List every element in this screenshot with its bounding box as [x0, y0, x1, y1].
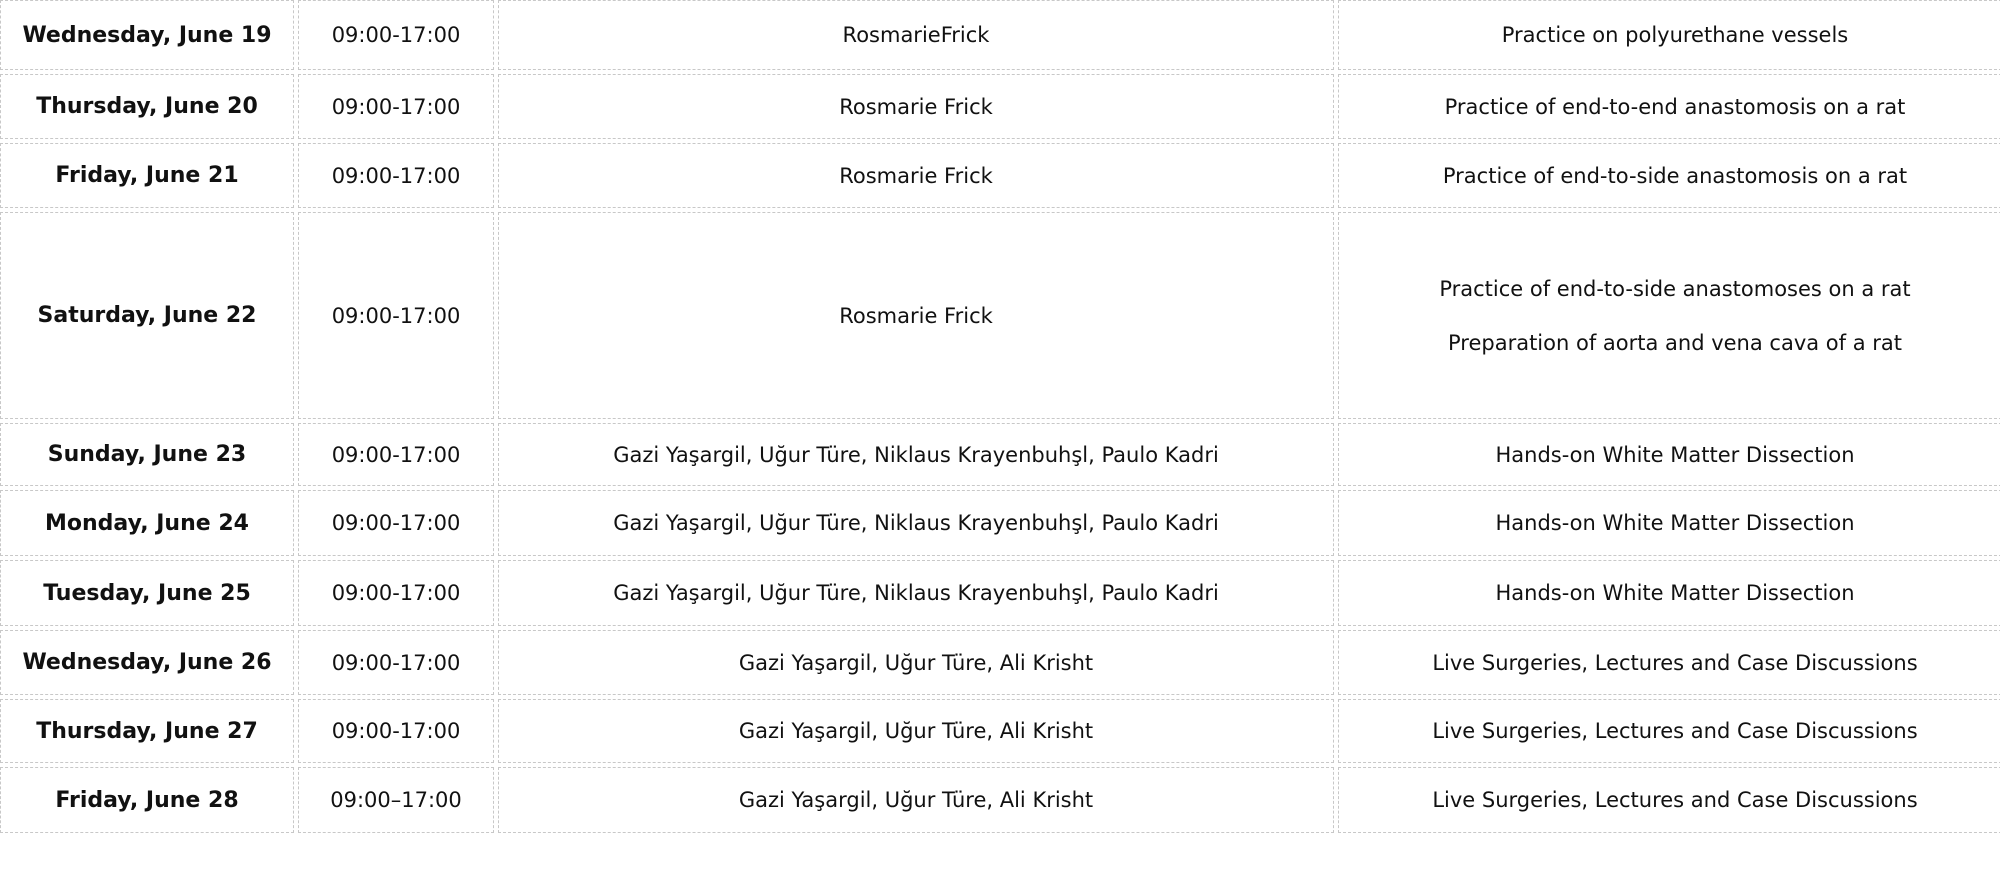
topic-line: Practice of end-to-side anastomosis on a rat: [1442, 163, 1908, 188]
topic-cell: [1338, 630, 2000, 695]
day-cell: Thursday, June 27: [0, 699, 294, 763]
topic-cell: [1338, 699, 2000, 763]
day-cell: Wednesday, June 19: [0, 0, 294, 70]
topic-cell: [1338, 767, 2000, 833]
time-cell: 09:00-17:00: [298, 143, 494, 208]
instructors-cell: RosmarieFrick: [498, 0, 1334, 70]
instructors-cell: Gazi Yaşargil, Uğur Türe, Ali Krisht: [498, 767, 1334, 833]
day-cell: Thursday, June 20: [0, 74, 294, 139]
topic-line: Practice of end-to-side anastomoses on a rat: [1439, 276, 1911, 301]
time-cell: 09:00-17:00: [298, 490, 494, 556]
instructors-cell: Gazi Yaşargil, Uğur Türe, Ali Krisht: [498, 699, 1334, 763]
time-cell: 09:00-17:00: [298, 699, 494, 763]
topic-line: Hands-on White Matter Dissection: [1495, 442, 1855, 467]
table-row: [0, 212, 2000, 419]
table-row: [0, 74, 2000, 139]
table-row: [0, 423, 2000, 486]
instructors-cell: Gazi Yaşargil, Uğur Türe, Niklaus Krayenbuhşl, Paulo Kadri: [498, 560, 1334, 626]
topic-line: Practice on polyurethane vessels: [1501, 23, 1849, 47]
topic-cell: [1338, 423, 2000, 486]
topic-cell: [1338, 74, 2000, 139]
day-cell: Friday, June 21: [0, 143, 294, 208]
time-cell: 09:00-17:00: [298, 560, 494, 626]
topic-cell: [1338, 490, 2000, 556]
table-row: [0, 767, 2000, 833]
topic-line: Live Surgeries, Lectures and Case Discussions: [1432, 650, 1918, 675]
table-row: [0, 699, 2000, 763]
time-cell: 09:00-17:00: [298, 423, 494, 486]
instructors-cell: Rosmarie Frick: [498, 74, 1334, 139]
topic-line: Hands-on White Matter Dissection: [1495, 581, 1855, 605]
table-row: [0, 143, 2000, 208]
topic-cell: [1338, 560, 2000, 626]
topic-line: Preparation of aorta and vena cava of a rat: [1447, 330, 1902, 355]
topic-cell: [1338, 212, 2000, 419]
table-row: [0, 560, 2000, 626]
topic-line: Practice of end-to-end anastomosis on a rat: [1444, 94, 1906, 119]
instructors-cell: Rosmarie Frick: [498, 212, 1334, 419]
instructors-cell: Gazi Yaşargil, Uğur Türe, Niklaus Krayenbuhşl, Paulo Kadri: [498, 423, 1334, 486]
instructors-cell: Gazi Yaşargil, Uğur Türe, Ali Krisht: [498, 630, 1334, 695]
day-cell: Saturday, June 22: [0, 212, 294, 419]
day-cell: Tuesday, June 25: [0, 560, 294, 626]
topic-cell: [1338, 143, 2000, 208]
table-row: [0, 630, 2000, 695]
day-cell: Monday, June 24: [0, 490, 294, 556]
instructors-cell: Gazi Yaşargil, Uğur Türe, Niklaus Krayenbuhşl, Paulo Kadri: [498, 490, 1334, 556]
time-cell: 09:00-17:00: [298, 0, 494, 70]
instructors-cell: Rosmarie Frick: [498, 143, 1334, 208]
topic-line: Live Surgeries, Lectures and Case Discussions: [1432, 788, 1918, 812]
day-cell: Friday, June 28: [0, 767, 294, 833]
table-row: [0, 0, 2000, 70]
time-cell: 09:00-17:00: [298, 630, 494, 695]
day-cell: Wednesday, June 26: [0, 630, 294, 695]
time-cell: 09:00-17:00: [298, 74, 494, 139]
time-cell: 09:00-17:00: [298, 212, 494, 419]
table-row: [0, 490, 2000, 556]
time-cell: 09:00–17:00: [298, 767, 494, 833]
topic-line: Hands-on White Matter Dissection: [1495, 511, 1855, 535]
day-cell: Sunday, June 23: [0, 423, 294, 486]
topic-cell: [1338, 0, 2000, 70]
topic-line: Live Surgeries, Lectures and Case Discussions: [1432, 719, 1918, 743]
